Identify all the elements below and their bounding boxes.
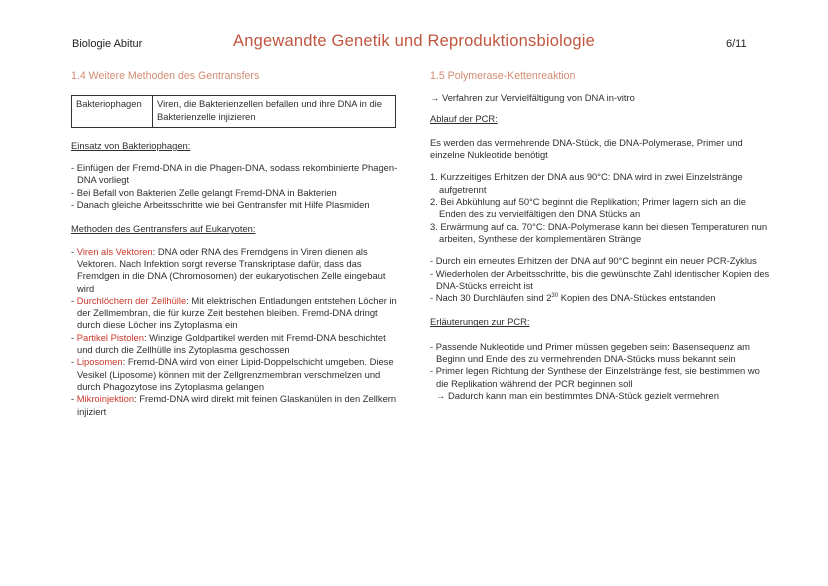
definition-table — [71, 95, 396, 128]
section-heading-gentransfer: 1.4 Weitere Methoden des Gentransfers — [71, 70, 260, 82]
list-item: 3. Erwärmung auf ca. 70°C: DNA-Polymerase kann bei diesen Temperaturen nun arbeiten, Synthese der komplementären Stränge — [430, 220, 768, 244]
list-item: - Mikroinjektion: Fremd-DNA wird direkt mit feinen Glaskanülen in den Zellkern injiziert — [71, 393, 397, 417]
copies-exponent: 30 — [551, 293, 559, 300]
method-term: Liposomen — [76, 356, 123, 368]
list-item: - Durch ein erneutes Erhitzen der DNA auf 90°C beginnt ein neuer PCR-Zyklus — [430, 255, 757, 267]
method-term: Mikroinjektion — [76, 393, 135, 405]
eukaryote-subheading: Methoden des Gentransfers auf Eukaryoten: — [71, 223, 256, 235]
notes-list — [430, 341, 770, 390]
method-text: : Winzige Goldpartikel werden mit Fremd-DNA beschichtet und durch die Zellhülle ins Zytoplasma geschossen — [77, 331, 386, 356]
phage-list — [71, 162, 401, 211]
page-title: Angewandte Genetik und Reproduktionsbiologie — [233, 32, 595, 50]
subject-label: Biologie Abitur — [72, 38, 143, 50]
copies-suffix: Kopien des DNA-Stückes entstanden — [558, 292, 716, 304]
copies-prefix: - Nach 30 Durchläufen sind 2 — [430, 292, 552, 304]
list-item: - Partikel Pistolen: Winzige Goldpartikel werden mit Fremd-DNA beschichtet und durch die Zellhülle ins Zytoplasma geschossen — [71, 331, 386, 356]
method-text: : Fremd-DNA wird von einer Lipid-Doppelschicht umgeben. Diese Vesikel (Liposome) können mit der Zellgrenzmembran verschmelzen und durch Phagozytose ins Zytoplasma gelangen — [77, 356, 394, 392]
process-subheading: Ablauf der PCR: — [430, 112, 498, 124]
cycle-list — [430, 255, 770, 304]
table-row — [72, 96, 396, 128]
list-item: - Durchlöchern der Zellhülle: Mit elektrischen Entladungen entstehen Löcher in der Zellmembran, die für kurze Zeit bestehen bleiben. Fremd-DNA dringt durch diese Löcher ins Zytoplasma ein — [71, 294, 397, 331]
definition-term: Bakteriophagen — [72, 96, 153, 128]
list-item: - Bei Befall von Bakterien Zelle gelangt Fremd-DNA in Bakterien — [71, 186, 337, 198]
phage-subheading: Einsatz von Bakteriophagen: — [71, 139, 191, 151]
process-text: Es werden das vermehrende DNA-Stück, die DNA-Polymerase, Primer und einzelne Nukleotide benötigt — [430, 136, 743, 161]
list-item: - Liposomen: Fremd-DNA wird von einer Lipid-Doppelschicht umgeben. Diese Vesikel (Liposome) können mit der Zellgrenzmembran verschmelzen und durch Phagozytose ins Zytoplasma gelangen — [71, 356, 394, 392]
method-text: : Fremd-DNA wird direkt mit feinen Glaskanülen in den Zellkern injiziert — [77, 393, 397, 417]
list-item: - Primer legen Richtung der Synthese der Einzelstränge fest, sie bestimmen wo die Replikation während der PCR beginnen soll — [430, 365, 760, 389]
method-term: Partikel Pistolen — [76, 331, 144, 343]
method-text: : DNA oder RNA des Fremdgens in Viren dienen als Vektoren. Nach Infektion sorgt reverse Transkriptase dafür, dass das Fremdgen in die DNA (Chromosomen) der eukaryotischen Zelle eingebaut wird — [77, 245, 386, 294]
right-column — [430, 68, 770, 402]
method-term: Durchlöchern der Zellhülle — [76, 294, 187, 306]
notes-subheading: Erläuterungen zur PCR: — [430, 316, 530, 328]
list-item: - Wiederholen der Arbeitsschritte, bis die gewünschte Zahl identischer Kopien des DNA-Stücks erreicht ist — [430, 267, 770, 291]
section-heading-pcr: 1.5 Polymerase-Kettenreaktion — [430, 70, 576, 82]
list-item: - Einfügen der Fremd-DNA in die Phagen-DNA, sodass rekombinierte Phagen-DNA vorliegt — [71, 162, 398, 186]
list-item: - Passende Nukleotide und Primer müssen gegeben sein: Basensequenz am Beginn und Ende des zu vermehrenden DNA-Stücks muss bekannt sein — [430, 340, 750, 365]
page-number: 6/11 — [726, 38, 747, 50]
method-text: : Mit elektrischen Entladungen entstehen Löcher in der Zellmembran, die für kurze Zeit bestehen bleiben. Fremd-DNA dringt durch diese Löcher ins Zytoplasma ein — [77, 294, 397, 331]
list-item: - Danach gleiche Arbeitsschritte wie bei Gentransfer mit Hilfe Plasmiden — [71, 199, 370, 211]
left-column — [71, 68, 401, 418]
pcr-conclusion: → Dadurch kann man ein bestimmtes DNA-Stück gezielt vermehren — [436, 389, 719, 401]
definition-text: Viren, die Bakterienzellen befallen und ihre DNA in die Bakterienzelle injizieren — [153, 96, 396, 128]
eukaryote-list — [71, 246, 401, 418]
pcr-intro: → Verfahren zur Vervielfältigung von DNA in-vitro — [430, 92, 635, 104]
pcr-steps — [430, 171, 770, 245]
list-item: - Viren als Vektoren: DNA oder RNA des Fremdgens in Viren dienen als Vektoren. Nach Infektion sorgt reverse Transkriptase dafür, dass das Fremdgen in die DNA (Chromosomen) der eukaryotischen Zelle eingebaut wird — [71, 245, 386, 294]
method-term: Viren als Vektoren — [76, 245, 153, 257]
list-item: 1. Kurzzeitiges Erhitzen der DNA aus 90°C: DNA wird in zwei Einzelstränge aufgetrennt — [430, 171, 743, 195]
list-item: 2. Bei Abkühlung auf 50°C beginnt die Replikation; Primer lagern sich an die Enden des zu vervielfältigen den DNA Stücks an — [430, 196, 746, 220]
list-item — [430, 292, 770, 304]
